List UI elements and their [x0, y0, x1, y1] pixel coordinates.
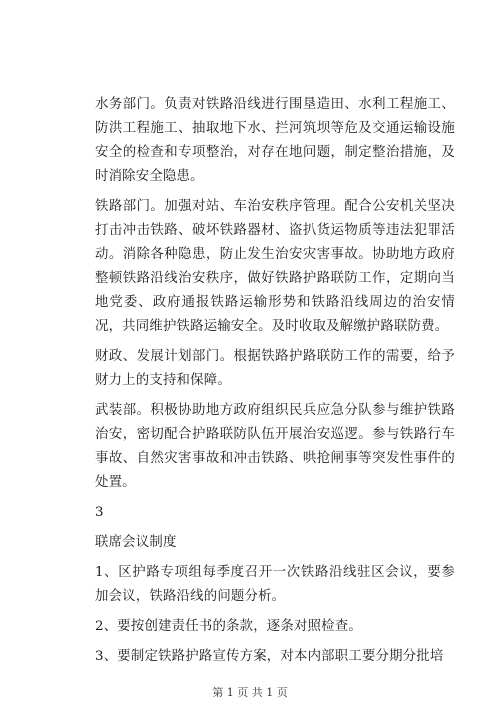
list-item: 1、区护路专项组每季度召开一次铁路沿线驻区会议，要参加会议，铁路沿线的问题分析。: [95, 565, 455, 604]
list-item: 2、要按创建责任书的条款，逐条对照检查。: [95, 619, 362, 634]
paragraph-water-department: 水务部门。负责对铁路沿线进行围垦造田、水利工程施工、防洪工程施工、抽取地下水、拦河筑坝等危及交通运输设施安全的检查和专项整治，对存在地问题，制定整治措施，及时消除安全隐患。: [95, 97, 455, 184]
paragraph-railway-department: 铁路部门。加强对站、车治安秩序管理。配合公安机关坚决打击冲击铁路、破坏铁路器材、盗扒货运物质等违法犯罪活动。消除各种隐患，防止发生治安灾害事故。协助地方政府整顿铁路沿线治安秩序，做好铁路护路联防工作，定期向当地党委、政府通报铁路运输形势和铁路沿线周边的治安情况，共同维护铁路运输安全。及时收取及解缴护路联防费。: [95, 199, 455, 334]
paragraph-finance-department: 财政、发展计划部门。根据铁路护路联防工作的需要，给予财力上的支持和保障。: [95, 349, 455, 388]
document-body: [95, 93, 455, 675]
section-number: 3: [95, 505, 104, 520]
page-footer: 第 1 页 共 1 页: [212, 686, 288, 699]
section-title: 联席会议制度: [95, 535, 177, 550]
list-item: 3、要制定铁路护路宣传方案，对本内部职工要分期分批培: [95, 649, 444, 664]
paragraph-armed-forces-department: 武装部。积极协助地方政府组织民兵应急分队参与维护铁路治安，密切配合护路联防队伍开展治安巡逻。参与铁路行车事故、自然灾害事故和冲击铁路、哄抢闸事等突发性事件的处置。: [95, 403, 455, 490]
